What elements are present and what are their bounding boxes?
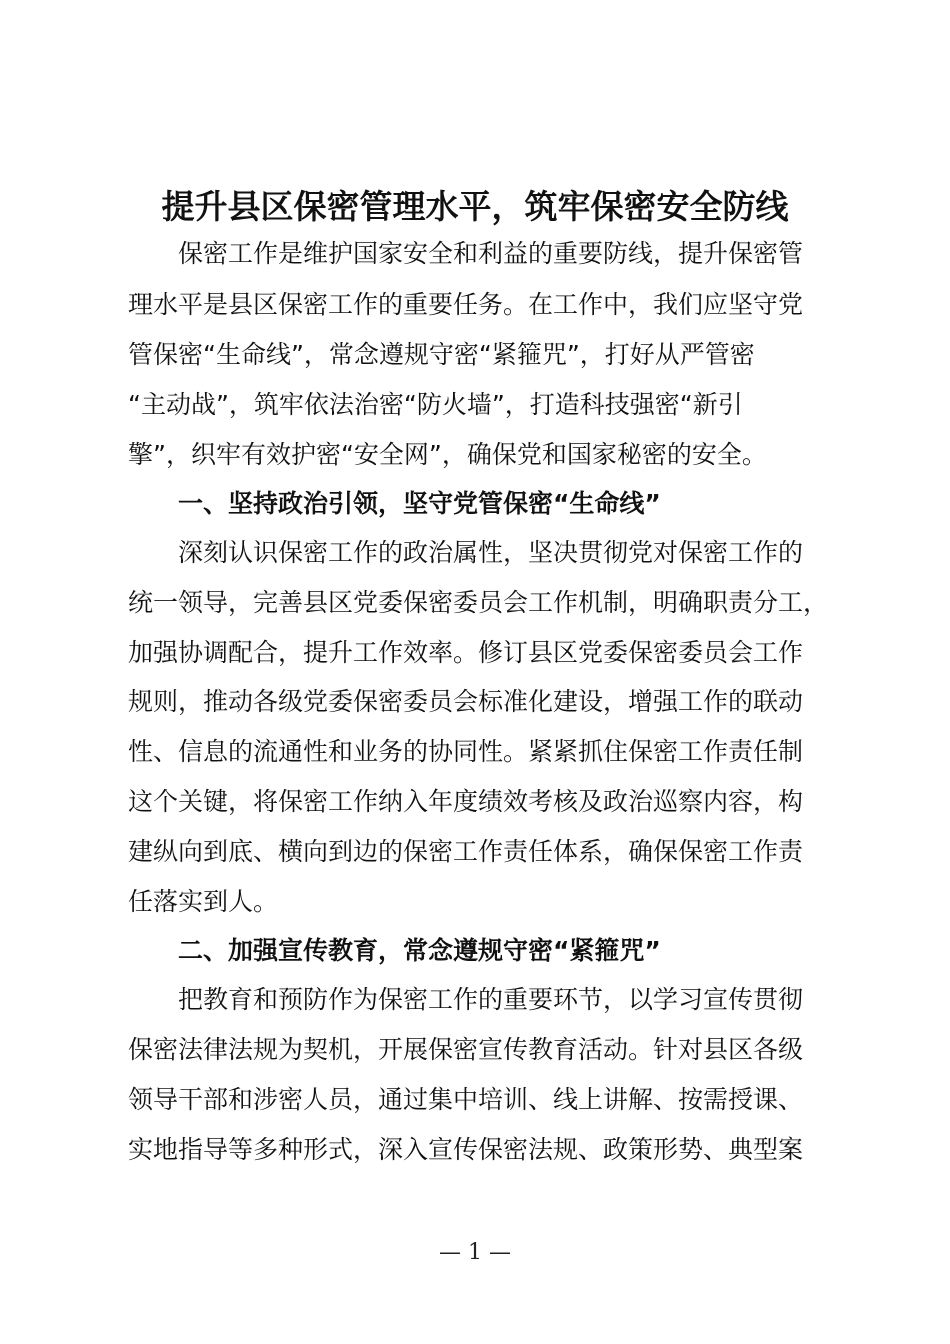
- document-title: 提升县区保密管理水平，筑牢保密安全防线: [161, 187, 789, 226]
- paragraph-line: 保密法律法规为契机，开展保密宣传教育活动。针对县区各级: [128, 1035, 804, 1064]
- paragraph-line: 擎”，织牢有效护密“安全网”，确保党和国家秘密的安全。: [128, 440, 767, 469]
- paragraph-line: 理水平是县区保密工作的重要任务。在工作中，我们应坚守党: [128, 290, 804, 319]
- paragraph-line: 这个关键，将保密工作纳入年度绩效考核及政治巡察内容，构: [128, 787, 804, 816]
- paragraph-line: 统一领导，完善县区党委保密委员会工作机制，明确职责分工，: [128, 588, 829, 617]
- paragraph-line: 规则，推动各级党委保密委员会标准化建设，增强工作的联动: [128, 687, 804, 716]
- paragraph-line: 实地指导等多种形式，深入宣传保密法规、政策形势、典型案: [128, 1135, 804, 1164]
- paragraph-line: 保密工作是维护国家安全和利益的重要防线，提升保密管: [178, 239, 804, 268]
- paragraph-line: 深刻认识保密工作的政治属性，坚决贯彻党对保密工作的: [178, 538, 804, 567]
- paragraph-line: 领导干部和涉密人员，通过集中培训、线上讲解、按需授课、: [128, 1085, 804, 1114]
- paragraph-line: 建纵向到底、横向到边的保密工作责任体系，确保保密工作责: [128, 837, 804, 866]
- page-number: — 1 —: [439, 1240, 511, 1265]
- paragraph-line: 加强协调配合，提升工作效率。修订县区党委保密委员会工作: [128, 638, 804, 667]
- section-heading-2: 二、加强宣传教育，常念遵规守密“紧箍咒”: [178, 936, 661, 965]
- paragraph-line: 任落实到人。: [128, 887, 279, 916]
- paragraph-line: 管保密“生命线”，常念遵规守密“紧箍咒”，打好从严管密: [128, 340, 755, 369]
- section-heading-1: 一、坚持政治引领，坚守党管保密“生命线”: [178, 489, 661, 518]
- paragraph-line: 性、信息的流通性和业务的协同性。紧紧抓住保密工作责任制: [128, 737, 804, 766]
- paragraph-line: “主动战”，筑牢依法治密“防火墙”，打造科技强密“新引: [128, 390, 743, 419]
- paragraph-line: 把教育和预防作为保密工作的重要环节，以学习宣传贯彻: [178, 985, 804, 1014]
